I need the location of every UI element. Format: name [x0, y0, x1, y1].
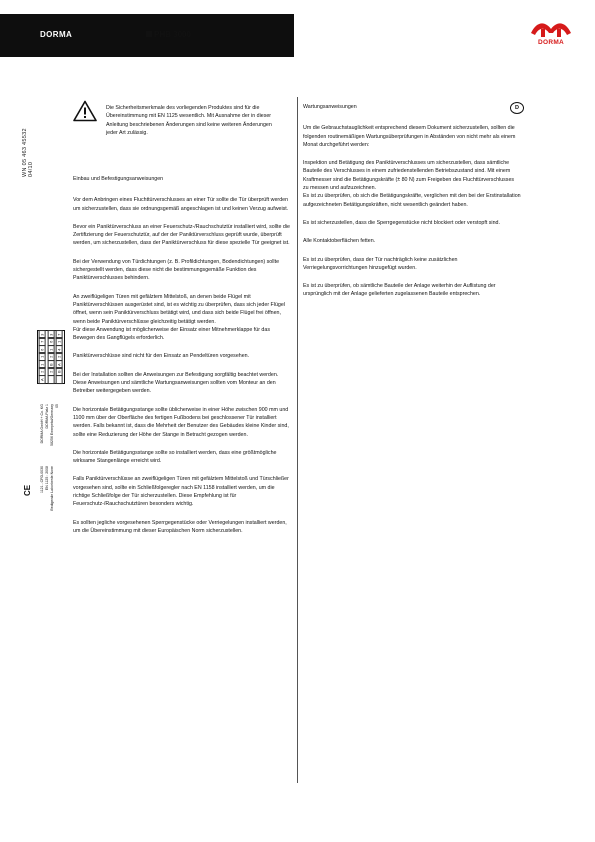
document-number-line: 04/10 [28, 161, 34, 177]
manufacturer-name: DORMA GmbH + Co. KG [40, 404, 44, 444]
class-cell: 1 [39, 353, 46, 362]
warning-text: Die Sicherheitsmerkmale des vorliegenden Produktes sind für die Übereinstimmung mit EN 1125 wesentlich. Mit Ausnahme der in dieser Anleitung beschriebenen Änderungen sind keine weiteren Änderungen jeder Art zulässig. [106, 105, 272, 136]
standard-reference: EN 1125 : 2008 [45, 466, 49, 491]
class-cell: 7 [39, 338, 46, 347]
ce-mark: CE [23, 484, 32, 496]
class-cell: 1 [56, 338, 63, 347]
class-cell: 3 [47, 330, 54, 339]
manufacturer-city: 58256 Ennepetal/Germany [50, 404, 54, 446]
maintenance-column [303, 103, 521, 309]
warning-triangle-icon [73, 100, 97, 122]
classification-grid [37, 330, 65, 384]
class-cell: B [47, 360, 54, 369]
header-square [146, 31, 152, 37]
class-cell: 4 [56, 345, 63, 354]
class-cell: B [56, 368, 63, 377]
paragraph: Falls Paniktürverschlüsse an zweiflügeligen Türen mit gefälztem Mittelstoß und Türschließer vorgesehen sind, sollte ein Schließfolgeregler nach EN 1158 installiert werden, um die richtige Schließfolge der Tür sicherzustellen. Diese Empfehlung ist für Feuerschutz-/Rauchschutztüren besonders wichtig. [73, 476, 289, 508]
class-cell: 6 [39, 345, 46, 354]
class-cell: 7 [56, 330, 63, 339]
document-number-line: WN 05 463 45532 [22, 128, 28, 177]
header-product: PHB 3000 [154, 30, 191, 39]
class-cell [47, 375, 54, 384]
class-cell [56, 375, 63, 384]
paragraph: Alle Kontaktoberflächen fetten. [303, 238, 376, 245]
paragraph: Es ist zu überprüfen, dass der Tür nachträglich keine zusätzlichen Verriegelungsvorrichtungen hinzugefügt wurden. [303, 256, 458, 271]
class-cell: A [56, 360, 63, 369]
certificate-number: 1121 - CPD-0030 [40, 466, 44, 493]
language-badge: D [510, 102, 524, 114]
paragraph: Es sollten jegliche vorgesehenen Sperrgegenstücke oder Verriegelungen installiert werden, um die Übereinstimmung mit dieser Europäischen Norm sicherzustellen. [73, 519, 287, 534]
paragraph: Bei der Installation sollten die Anweisungen zur Befestigung sorgfältig beachtet werden. Diese Anweisungen und sämtliche Wartungsanweisungen sollten vom Monteur an den Betreiber weitergegeben werden. [73, 371, 279, 395]
paragraph: Paniktürverschlüsse sind nicht für den Einsatz an Pendeltüren vorgesehen. [73, 353, 250, 360]
paragraph: Bei der Verwendung von Türdichtungen (z. B. Profildichtungen, Bodendichtungen) sollte sichergestellt werden, dass diese nicht die bestimmungsgemäße Funktion des Paniktürverschlusses behindern. [73, 258, 280, 282]
paragraph: Inspektion und Betätigung des Paniktürverschlusses um sicherzustellen, dass sämtliche Bauteile des Verschlusses in einem zufriedenstellenden Betriebszustand sind. Mit einem Kraftmesser sind die Betätigungskräfte (± 80 N) zum Freigeben des Fluchttürverschlusses zu messen und aufzuzeichnen. Es ist zu überprüfen, ob sich die Betätigungskräfte, verglichen mit den bei der Erstinstallation aufgezeichneten Betätigungskräften, nicht wesentlich geändert haben. [303, 160, 521, 208]
class-cell: 2 [56, 353, 63, 362]
paragraph: Bevor ein Paniktürverschluss an einer Feuerschutz-/Rauchschutztür installiert wird, sollte die Zertifizierung der Feuerschutztür, auf der der Paniktürverschluss geprüft wurde, überprüft werden, um sicherzustellen, dass der Paniktürverschluss für diese spezielle Tür geeignet ist. [73, 223, 290, 247]
paragraph: Vor dem Anbringen eines Fluchttürverschlusses an einer Tür sollte die Tür überprüft werden um sicherzustellen, dass sie ordnungsgemäß angeschlagen ist und keinen Verzug aufweist. [73, 197, 289, 212]
paragraph: Die horizontale Betätigungsstange sollte so installiert werden, dass eine größtmögliche wirksame Stangenlänge erreicht wird. [73, 449, 277, 465]
installation-heading: Einbau und Befestigungsanweisungen [73, 176, 164, 182]
class-cell: 1 [47, 345, 54, 354]
logo-wordmark: DORMA [537, 39, 565, 46]
class-cell: 1 [39, 360, 46, 369]
maintenance-heading: Wartungsanweisungen [303, 104, 357, 110]
installation-column [73, 175, 293, 545]
paragraph: Es ist sicherzustellen, dass die Sperrgegenstücke nicht blockiert oder verstopft sind. [303, 219, 500, 226]
class-cell: 6 [47, 338, 54, 347]
class-cell: 2 [39, 368, 46, 377]
manufacturer-address: DORMA Platz 1 [45, 404, 49, 429]
paragraph: Die horizontale Betätigungsstange sollte üblicherweise in einer Höhe zwischen 900 mm und 1100 mm über der Oberfläche des fertigen Fußbodens bei geschlossener Tür installiert werden. Falls bekannt ist, dass die Mehrheit der Benutzer des Gebäudes kleine Kinder sind, sollte eine Reduzierung der Höhe der Stange in Betracht gezogen werden. [73, 406, 289, 438]
class-cell: A [39, 375, 46, 384]
class-cell: 2 [47, 353, 54, 362]
paragraph: Es ist zu überprüfen, ob sämtliche Bauteile der Anlage weiterhin der Auflistung der ursprünglich mit der Anlage gelieferten zugelassenen Bauteile entsprechen. [303, 283, 496, 298]
column-divider [297, 97, 298, 783]
header-brand: DORMA [40, 30, 73, 39]
test-note: Bedigende Laborbeste None [50, 466, 54, 511]
class-cell: 2 [47, 368, 54, 377]
year-code: 05 [55, 404, 59, 408]
class-cell: 3 [39, 330, 46, 339]
paragraph: An zweiflügeligen Türen mit gefälztem Mittelstoß, an denen beide Flügel mit Paniktürverschlüssen ausgerüstet sind, ist es wichtig zu überprüfen, dass sich jeder Flügel öffnet, wenn sein Paniktürverschluss betätigt wird, und dass sich beide Flügel frei öffnen, wenn beide Paniktürverschlüsse gleichzeitig betätigt werden. Für diese Anwendung ist möglicherweise der Einsatz einer Mitnehmerklappe für das Bewegen des Gangflügels erforderlich. [73, 293, 285, 342]
paragraph: Um die Gebrauchstauglichkeit entsprechend diesem Dokument sicherzustellen, sollten die folgenden routinemäßigen Wartungsüberprüfungen in Abständen von nicht mehr als einem Monat durchgeführt werden: [303, 125, 516, 148]
document-number [22, 97, 34, 177]
